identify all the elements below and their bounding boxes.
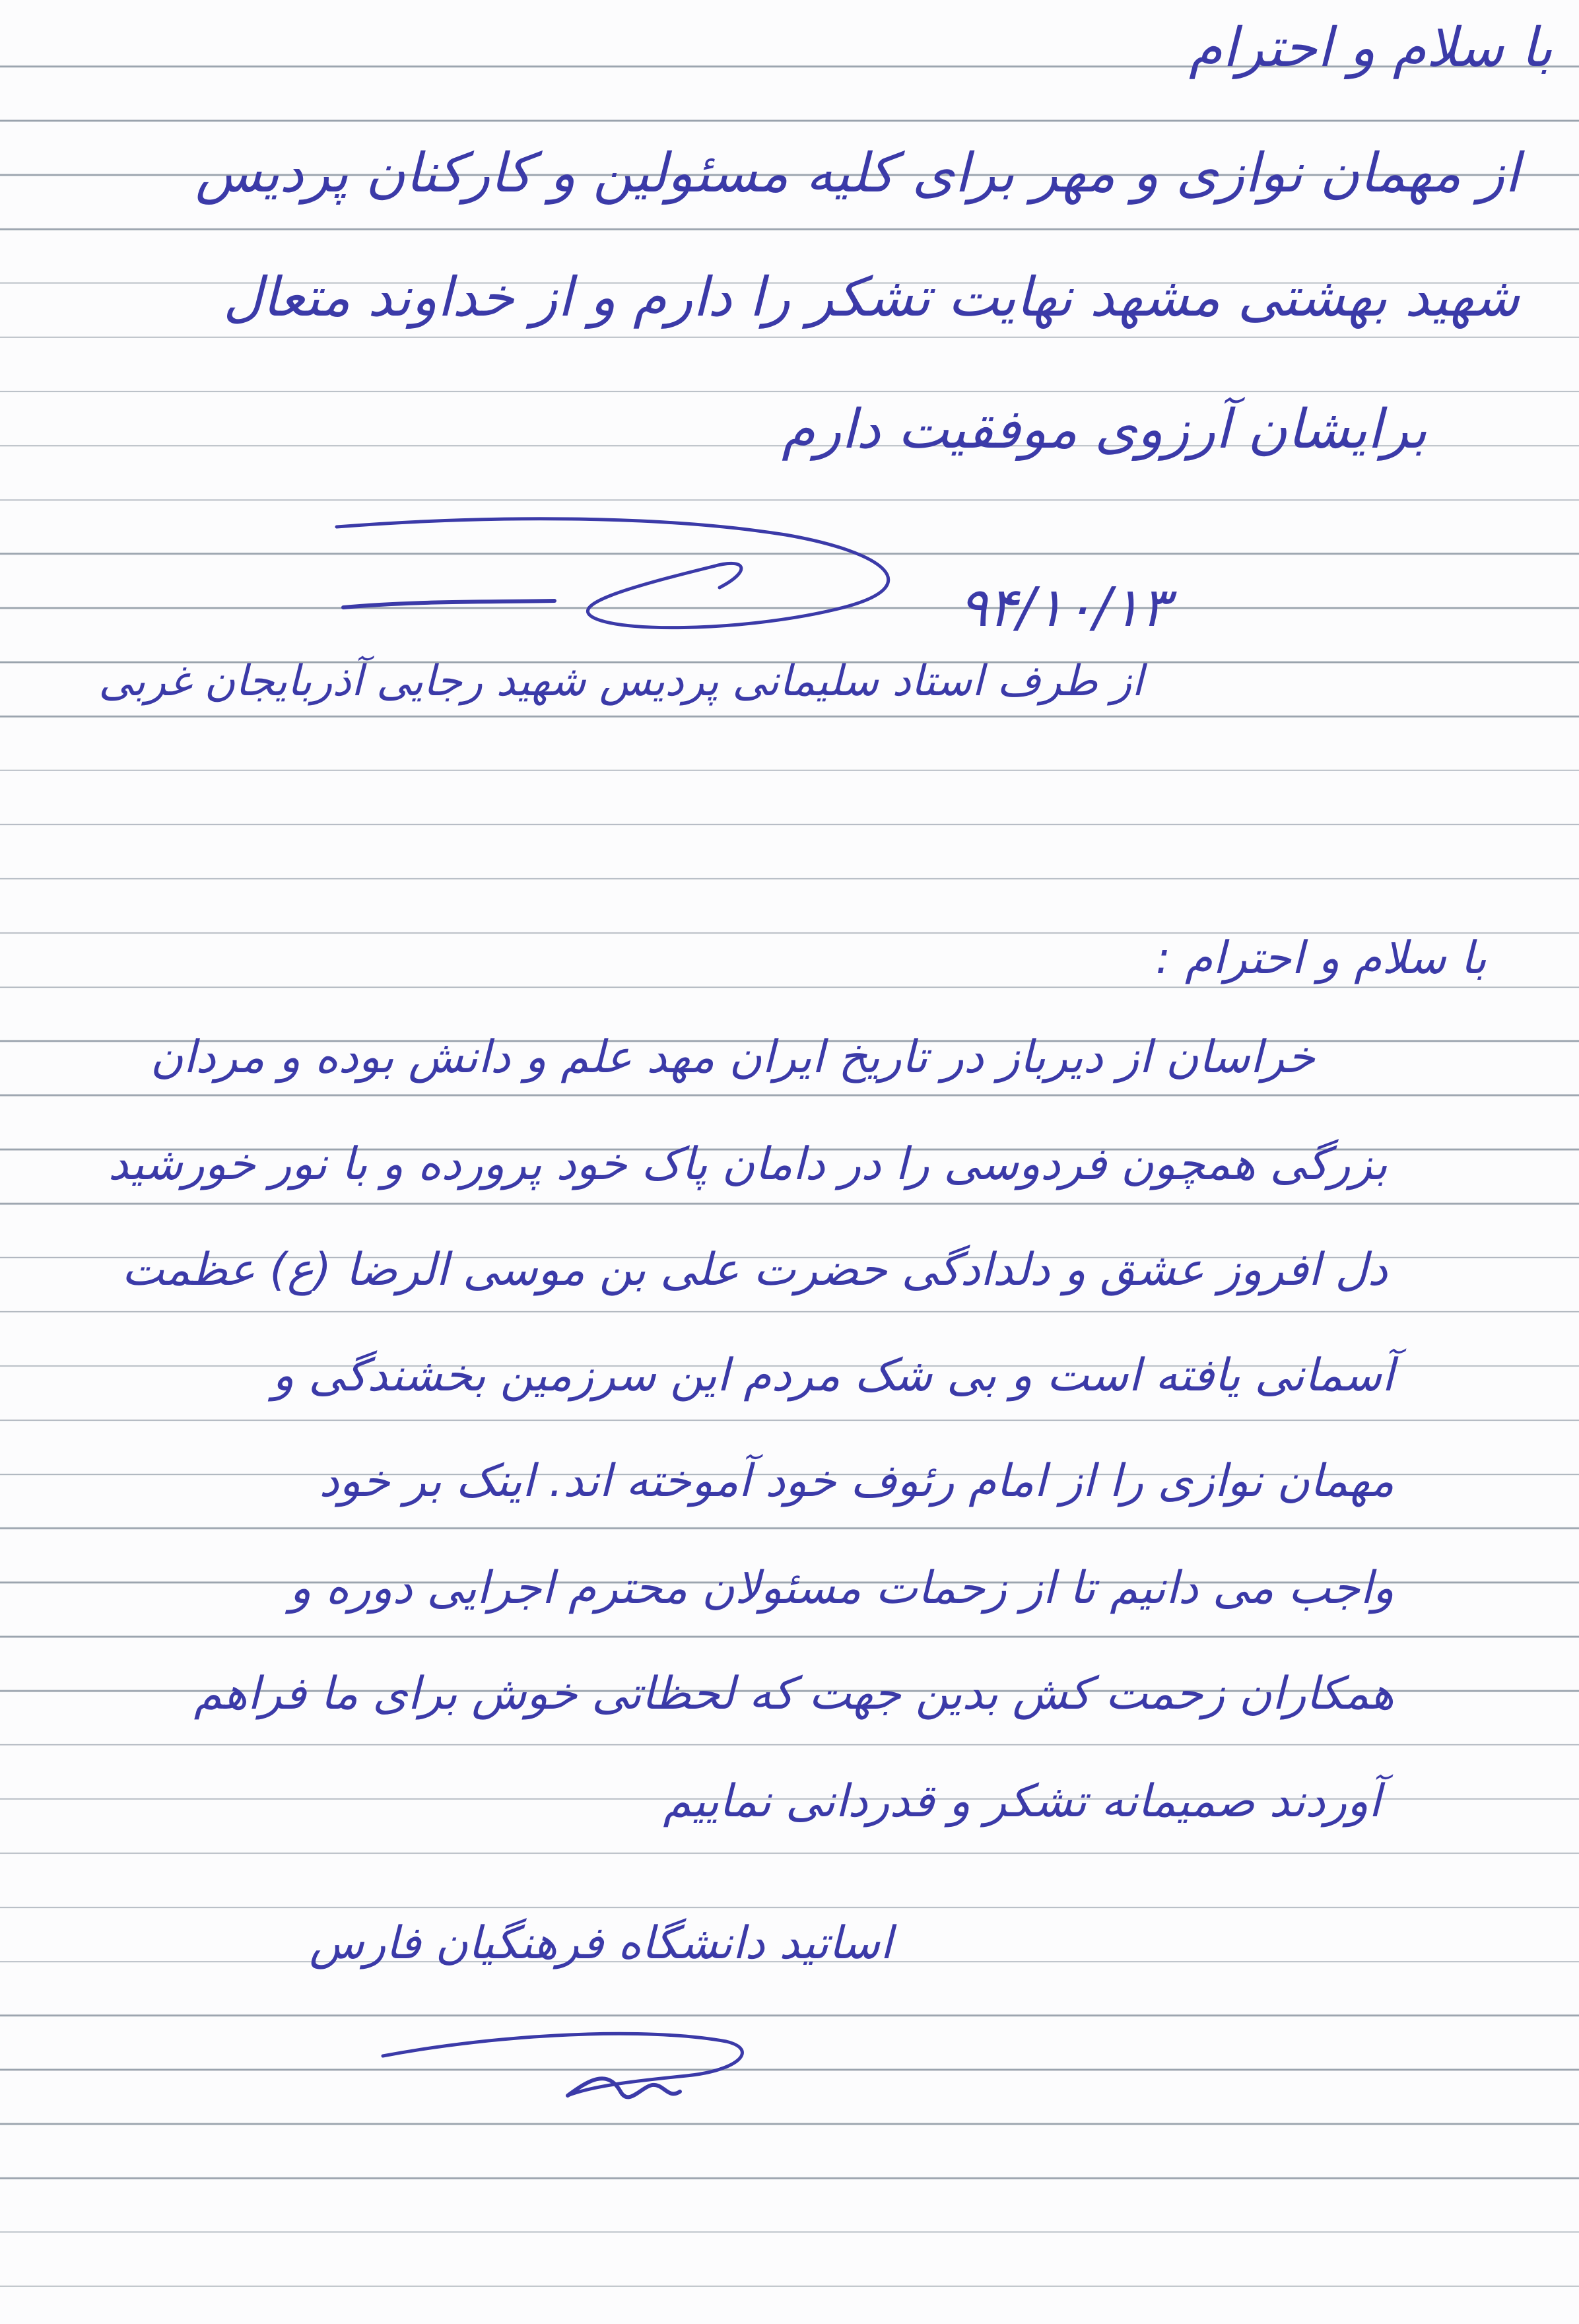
entry-2-line-3: دل افروز عشق و دلدادگی حضرت علی بن موسی الرضا (ع) عظمت [121, 1244, 1388, 1296]
entry-1-signer: از طرف استاد سلیمانی پردیس شهید رجایی آذربایجان غربی [98, 657, 1143, 706]
entry-2-line-8: آوردند صمیمانه تشکر و قدردانی نماییم [663, 1775, 1381, 1828]
entry-2-line-5: مهمان نوازی را از امام رئوف خود آموخته اند. اینک بر خود [319, 1455, 1394, 1507]
entry-1-date: ۹۴/۱۰/۱۳ [958, 576, 1170, 639]
entry-1-line-2: شهید بهشتی مشهد نهایت تشکر را دارم و از خداوند متعال [223, 266, 1520, 329]
entry-2-line-4: آسمانی یافته است و بی شک مردم این سرزمین بخشندگی و [272, 1350, 1394, 1402]
entry-1-line-3: برایشان آرزوی موفقیت دارم [782, 398, 1427, 461]
entry-2-line-2: بزرگی همچون فردوسی را در دامان پاک خود پرورده و با نور خورشید [108, 1138, 1388, 1190]
entry-1-greeting: با سلام و احترام [1188, 17, 1553, 79]
entry-2-greeting: با سلام و احترام : [1155, 932, 1487, 984]
signature-mark-1 [317, 489, 964, 647]
entry-2-line-1: خراسان از دیرباز در تاریخ ایران مهد علم و دانش بوده و مردان [150, 1031, 1315, 1083]
entry-1-line-1: از مهمان نوازی و مهر برای کلیه مسئولین و کارکنان پردیس [195, 142, 1520, 205]
entry-2-signer: اساتید دانشگاه فرهنگیان فارس [309, 1917, 892, 1969]
entry-2-line-6: واجب می دانیم تا از زحمات مسئولان محترم اجرایی دوره و [289, 1562, 1394, 1614]
entry-2-line-7: همکاران زحمت کش بدین جهت که لحظاتی خوش برای ما فراهم [193, 1668, 1394, 1720]
signature-mark-2 [370, 2007, 766, 2126]
